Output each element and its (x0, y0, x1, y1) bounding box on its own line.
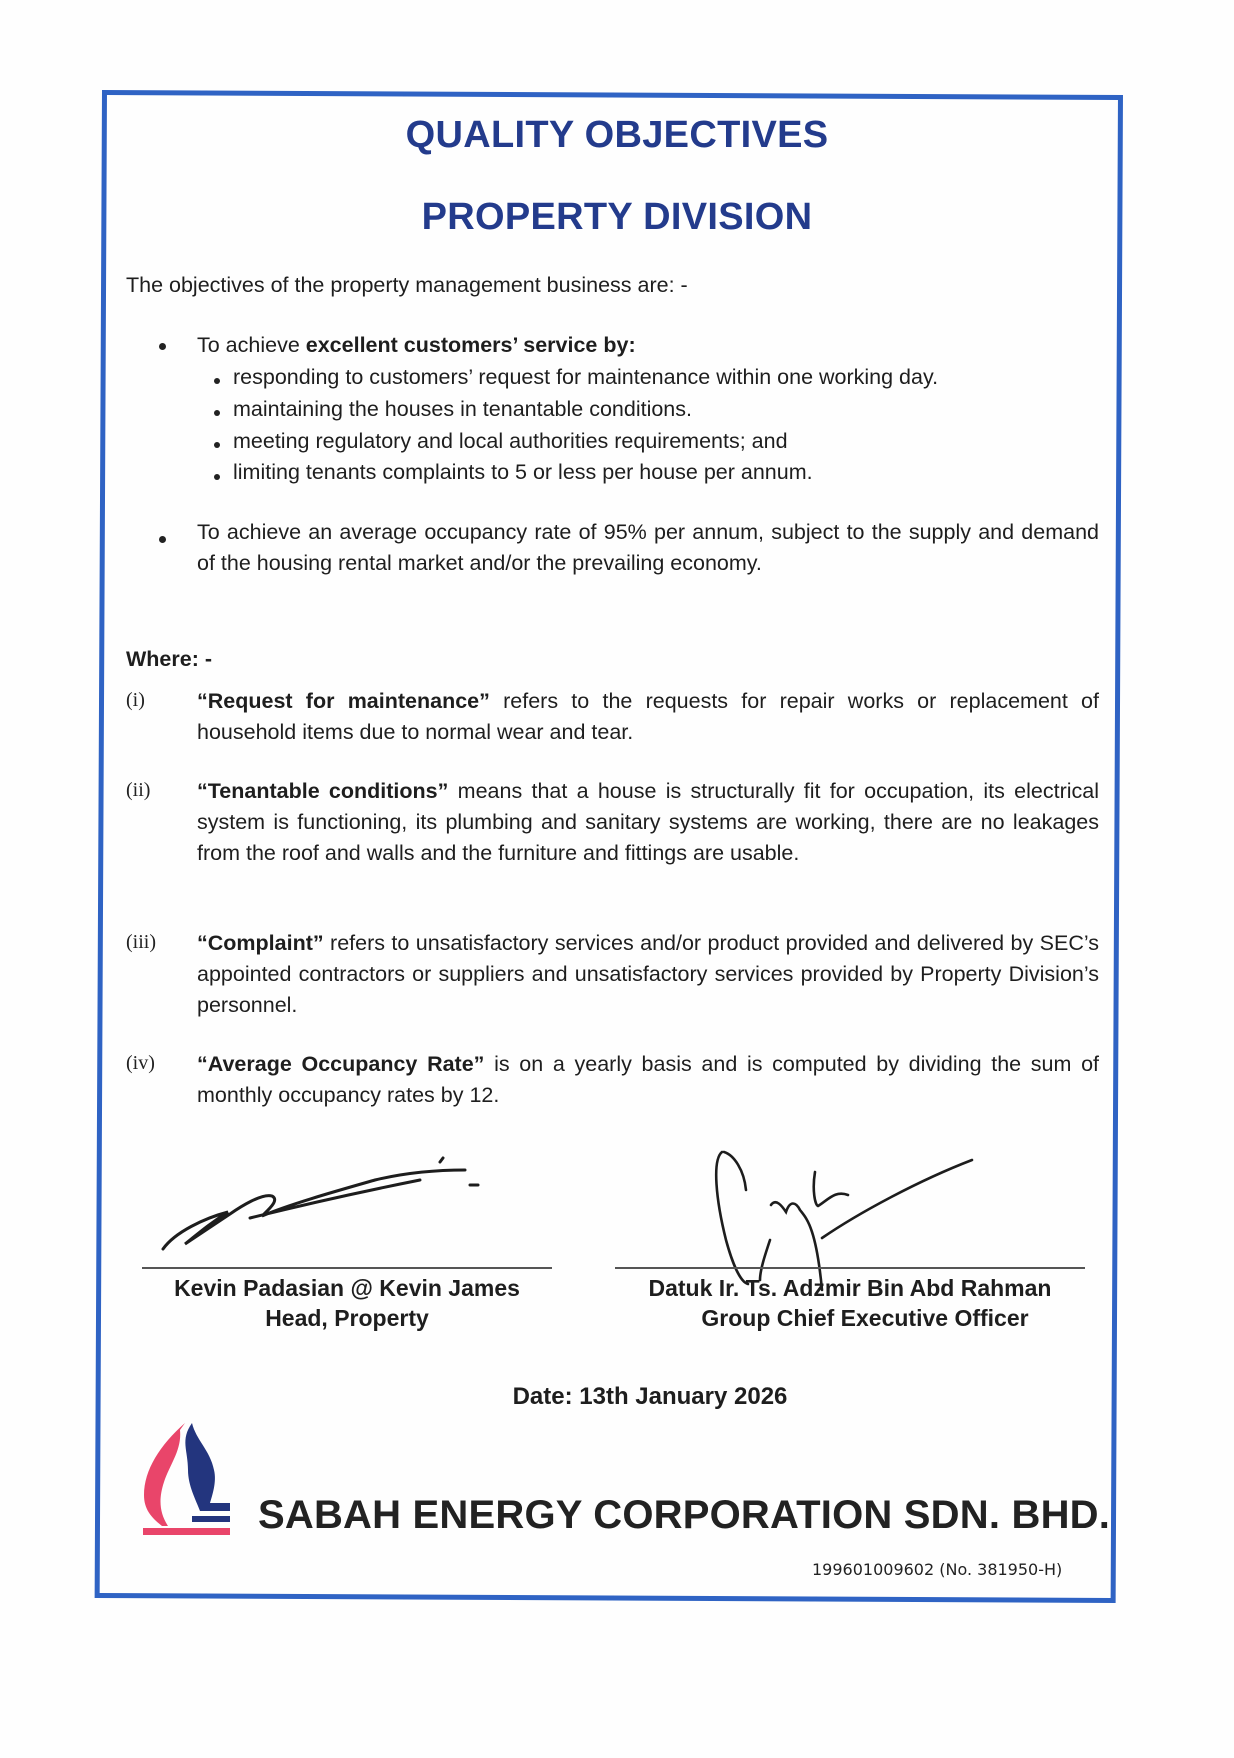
intro-text: The objectives of the property management business are: - (126, 273, 688, 297)
where-label: Where: - (126, 647, 212, 671)
numeral-ii: (ii) (126, 779, 151, 801)
definition-2-term: “Tenantable conditions” (197, 779, 449, 803)
definition-2-text: means that a house is structurally fit for occupation, its electrical system is functioning, its plumbing and sanitary systems are working, there are no leakages from the roof and walls and the furniture and fittings are usable. (197, 779, 1099, 865)
flame-logo-icon (140, 1420, 240, 1540)
signature-line-1 (142, 1267, 552, 1269)
definition-4-text: is on a yearly basis and is computed by dividing the sum of monthly occupancy rates by 12. (197, 1052, 1099, 1107)
company-name: SABAH ENERGY CORPORATION SDN. BHD. (258, 1493, 1111, 1537)
signature-line-2 (615, 1267, 1085, 1269)
sub-objective-2: maintaining the houses in tenantable conditions. (233, 397, 692, 421)
signatory-2-title: Group Chief Executive Officer (701, 1305, 1029, 1331)
numeral-iii: (iii) (126, 931, 156, 953)
definition-1-text: refers to the requests for repair works or replacement of household items due to normal wear and tear. (197, 689, 1099, 744)
page-subtitle: PROPERTY DIVISION (421, 196, 813, 238)
objective-1-bold: excellent customers’ service by: (305, 333, 636, 357)
definition-3-term: “Complaint” (197, 931, 324, 955)
document-date: Date: 13th January 2026 (512, 1383, 788, 1410)
numeral-i: (i) (126, 689, 145, 711)
signatory-2-name: Datuk Ir. Ts. Adzmir Bin Abd Rahman (648, 1275, 1052, 1301)
objective-1-prefix: To achieve (197, 333, 306, 357)
objective-2: To achieve an average occupancy rate of 95% per annum, subject to the supply and demand of the housing rental market and/or the prevailing economy. (197, 520, 1099, 575)
signatory-1-title: Head, Property (265, 1305, 429, 1331)
company-registration: 199601009602 (No. 381950-H) (812, 1560, 1063, 1579)
definition-1-term: “Request for maintenance” (197, 689, 490, 713)
page-title: QUALITY OBJECTIVES (405, 114, 829, 156)
signatory-1-name: Kevin Padasian @ Kevin James (174, 1275, 520, 1301)
sub-objective-3: meeting regulatory and local authorities requirements; and (233, 429, 788, 453)
definition-3-text: refers to unsatisfactory services and/or product provided and delivered by SEC’s appointed contractors or suppliers and unsatisfactory services provided by Property Division’s personnel. (197, 931, 1099, 1017)
definition-4-term: “Average Occupancy Rate” (197, 1052, 485, 1076)
sub-objective-1: responding to customers’ request for maintenance within one working day. (233, 365, 939, 389)
numeral-iv: (iv) (126, 1052, 155, 1074)
sub-objective-4: limiting tenants complaints to 5 or less per house per annum. (233, 460, 813, 484)
